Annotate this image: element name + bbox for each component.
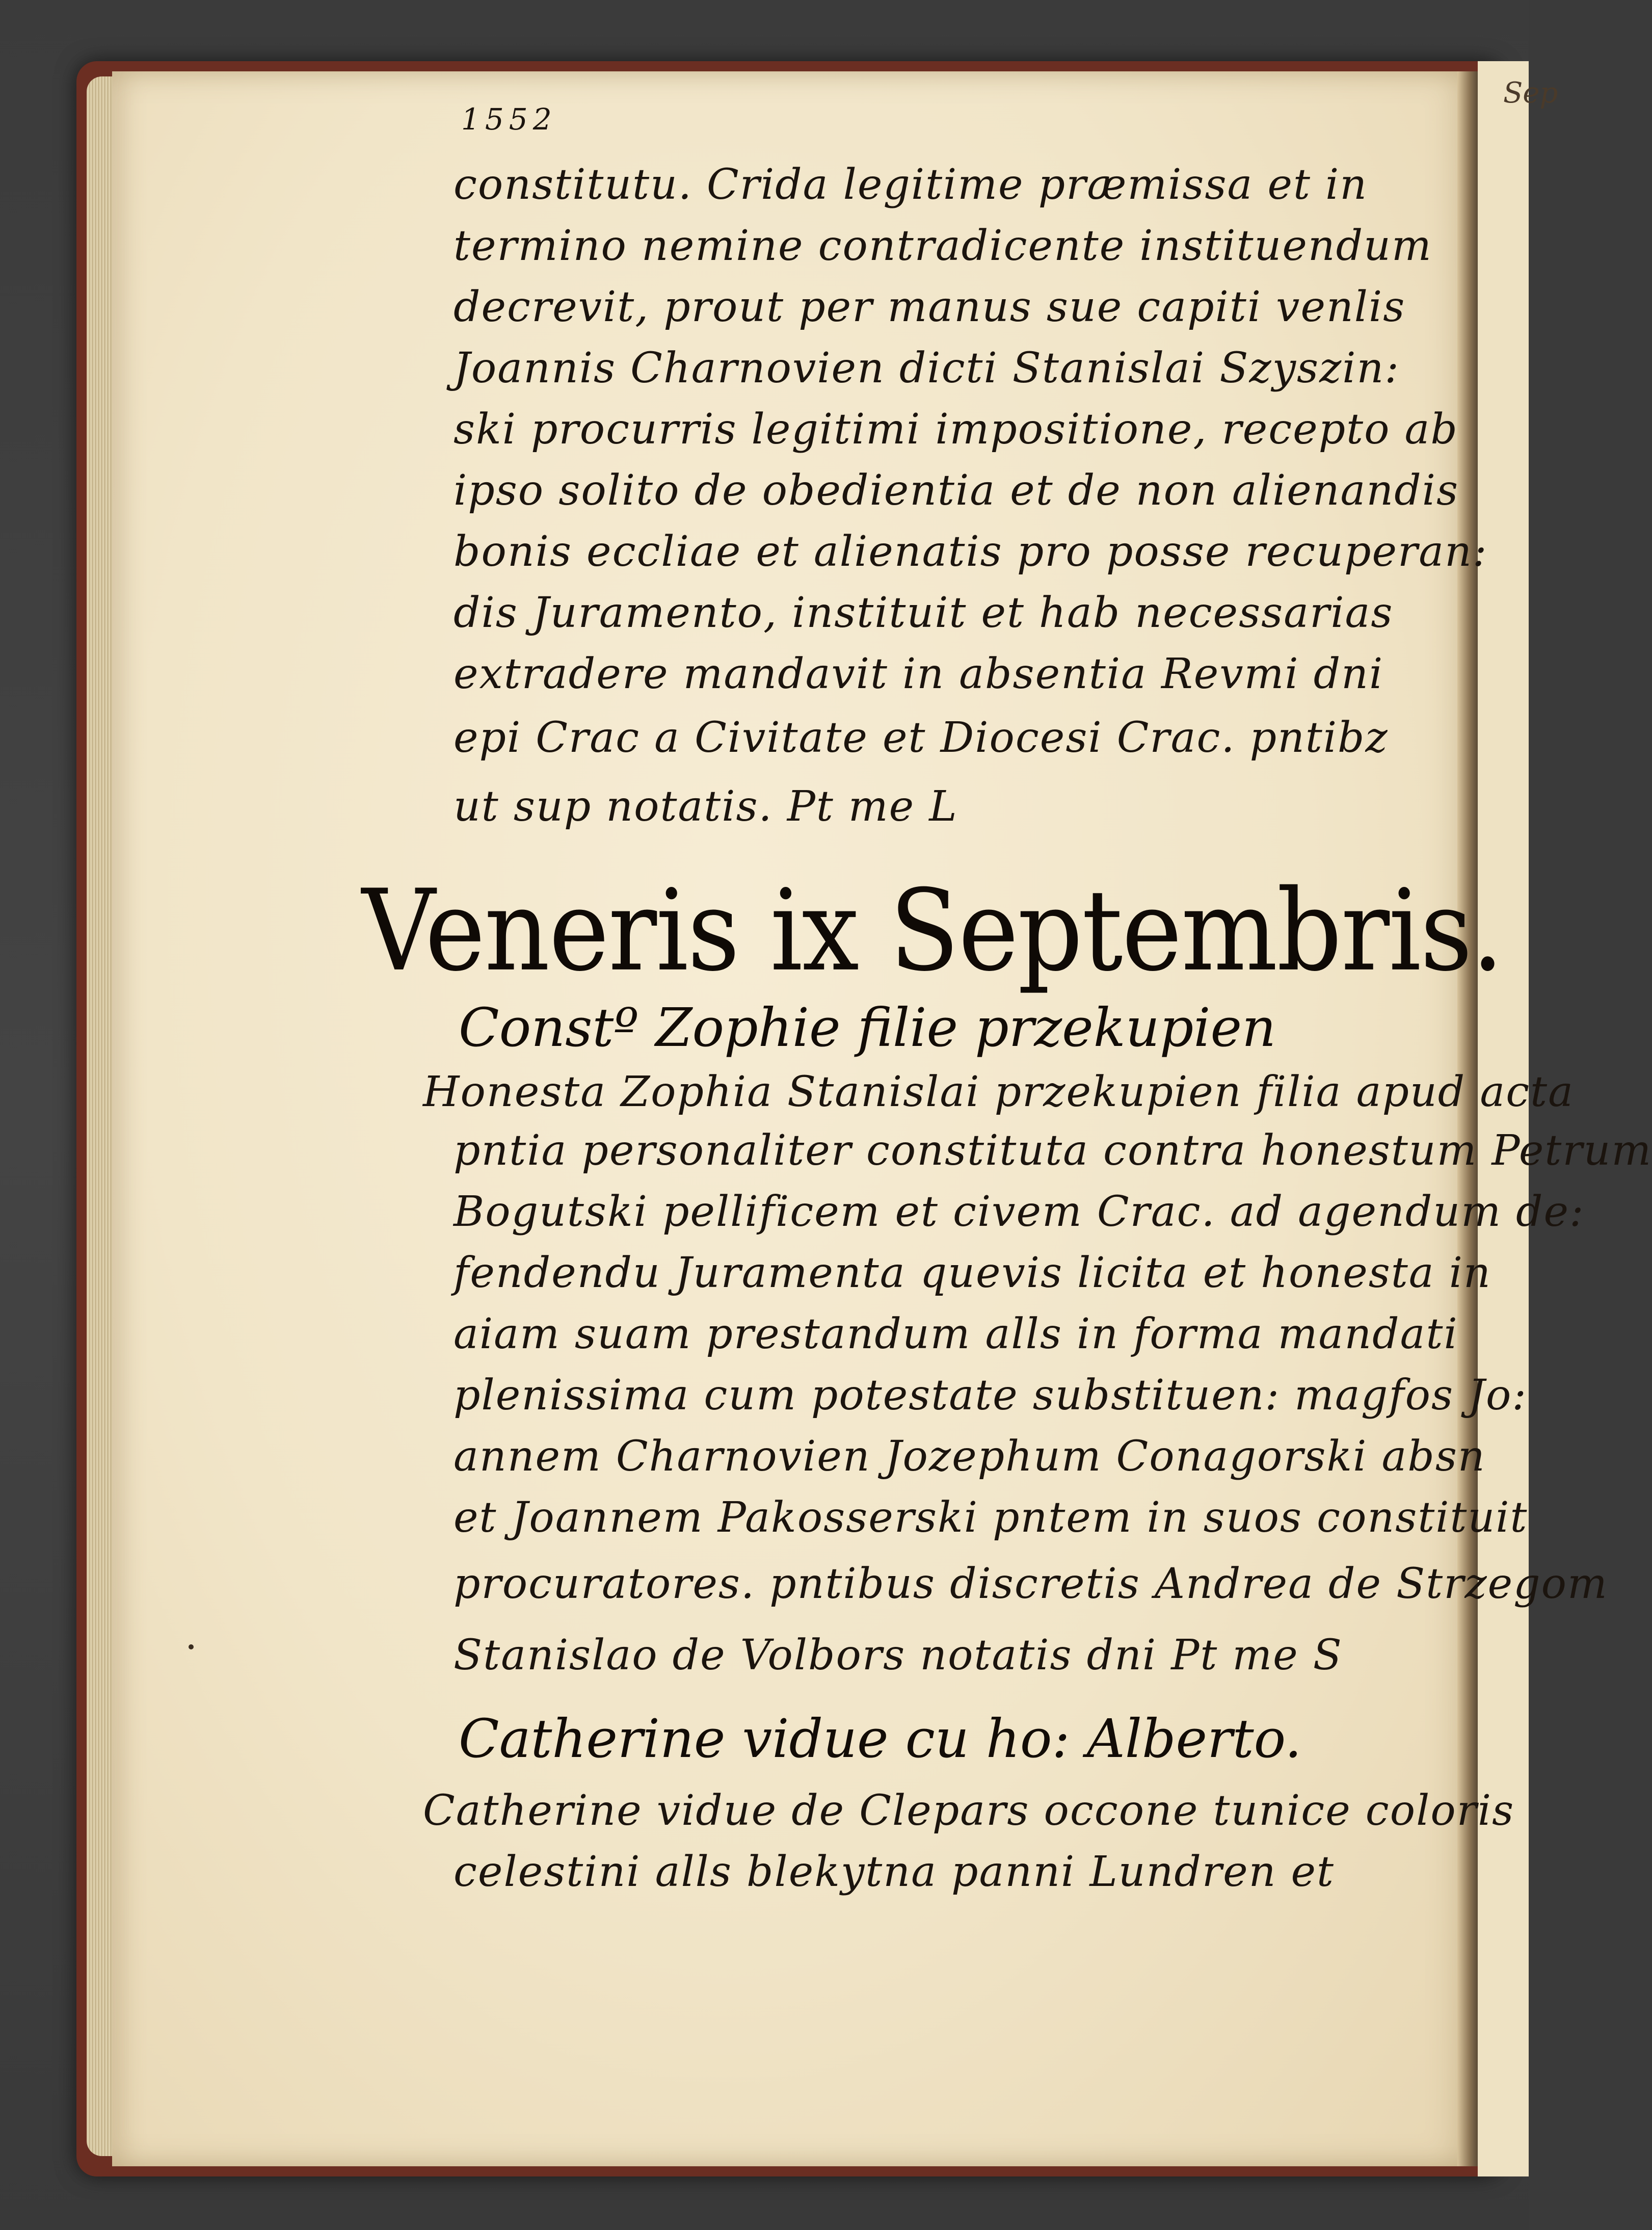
text-line: Bogutski pellificem et civem Crac. ad agendum de: <box>454 1188 1585 1236</box>
text-line: Stanislao de Volbors notatis dni Pt me S <box>454 1631 1343 1680</box>
text-line: annem Charnovien Jozephum Conagorski absn <box>454 1432 1486 1481</box>
text-line: constitutu. Crida legitime præmissa et in <box>454 161 1368 209</box>
text-line: decrevit, prout per manus sue capiti venlis <box>454 283 1406 331</box>
text-line: ski procurris legitimi impositione, recepto ab <box>454 405 1458 454</box>
text-line: extradere mandavit in absentia Revmi dni <box>454 650 1384 698</box>
text-line: ipso solito de obedientia et de non alienandis <box>454 466 1459 515</box>
facing-page <box>1478 61 1529 2176</box>
text-line: Joannis Charnovien dicti Stanislai Szyszin: <box>454 344 1400 392</box>
page-year: 1552 <box>461 102 557 137</box>
text-line: bonis eccliae et alienatis pro posse recuperan: <box>454 528 1488 576</box>
text-line: Honesta Zophia Stanislai przekupien filia apud acta <box>423 1068 1574 1116</box>
text-line: celestini alls blekytna panni Lundren et <box>454 1848 1335 1896</box>
text-line: et Joannem Pakosserski pntem in suos constituit <box>454 1493 1528 1542</box>
text-line: epi Crac a Civitate et Diocesi Crac. pntibz <box>454 714 1389 762</box>
book-gutter <box>1457 71 1478 2166</box>
text-line: Catherine vidue de Clepars occone tunice coloris <box>423 1787 1515 1835</box>
text-line: termino nemine contradicente instituendum <box>454 222 1432 270</box>
entry-title: Constº Zophie filie przekupien <box>459 996 1276 1059</box>
text-line: fendendu Juramenta quevis licita et honesta in <box>454 1249 1491 1297</box>
text-line: plenissima cum potestate substituen: magfos Jo: <box>454 1371 1528 1420</box>
entry-title: Catherine vidue cu ho: Alberto. <box>459 1708 1302 1770</box>
text-line: procuratores. pntibus discretis Andrea de Strzegom <box>454 1560 1608 1608</box>
text-line: dis Juramento, instituit et hab necessarias <box>454 589 1394 637</box>
facing-page-text: Sep <box>1503 76 1558 110</box>
text-line: pntia personaliter constituta contra honestum Petrum <box>454 1126 1652 1175</box>
text-line: aiam suam prestandum alls in forma mandati <box>454 1310 1458 1358</box>
date-heading: Veneris ix Septembris. <box>362 865 1503 996</box>
ink-mark <box>189 1644 194 1649</box>
text-line: ut sup notatis. Pt me L <box>454 782 958 831</box>
